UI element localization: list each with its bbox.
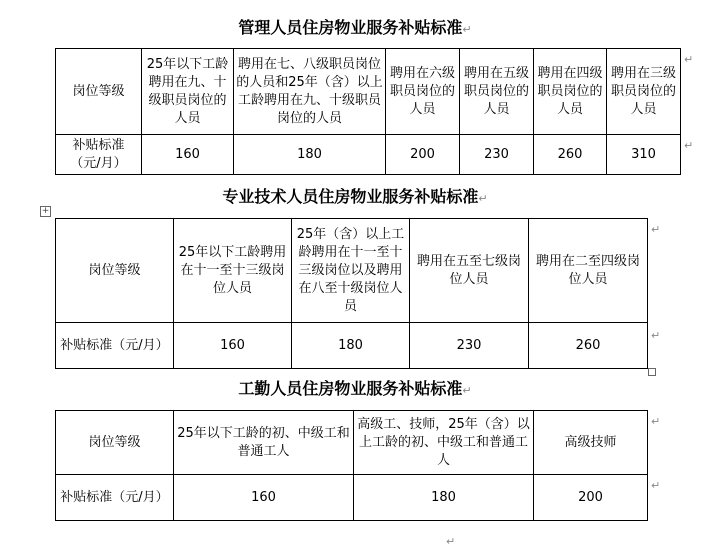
paragraph-mark: ↵ (446, 535, 456, 548)
subsidy-value: 160 (142, 135, 234, 175)
paragraph-mark: ↵ (651, 329, 661, 342)
subsidy-value: 260 (529, 323, 648, 369)
row-label: 补贴标准（元/月） (56, 475, 174, 521)
table-resize-handle[interactable] (648, 368, 656, 376)
table-3-title: 工勤人员住房物业服务补贴标准↵ (238, 379, 472, 398)
subsidy-value: 200 (534, 475, 648, 521)
table-move-handle-icon[interactable]: + (41, 206, 50, 216)
column-header: 25年以下工龄聘用在九、十级职员岗位的人员 (142, 49, 234, 135)
table-1-title: 管理人员住房物业服务补贴标准↵ (238, 18, 472, 37)
column-header: 高级技师 (534, 411, 648, 475)
subsidy-value: 200 (386, 135, 460, 175)
header-label: 岗位等级 (56, 219, 174, 323)
column-header: 聘用在五至七级岗位人员 (410, 219, 529, 323)
subsidy-value: 230 (460, 135, 534, 175)
subsidy-value: 180 (354, 475, 534, 521)
subsidy-value: 260 (534, 135, 607, 175)
management-subsidy-table (55, 48, 681, 175)
row-label: 补贴标准（元/月） (56, 135, 142, 175)
paragraph-mark: ↵ (684, 53, 694, 66)
header-label: 岗位等级 (56, 49, 142, 135)
column-header: 聘用在三级职员岗位的人员 (607, 49, 681, 135)
subsidy-value: 160 (174, 475, 354, 521)
column-header: 聘用在七、八级职员岗位的人员和25年（含）以上工龄聘用在九、十级职员岗位的人员 (234, 49, 386, 135)
paragraph-mark: ↵ (684, 139, 694, 152)
column-header: 聘用在六级职员岗位的人员 (386, 49, 460, 135)
paragraph-mark: ↵ (651, 415, 661, 428)
technical-subsidy-table (55, 218, 648, 369)
column-header: 聘用在五级职员岗位的人员 (460, 49, 534, 135)
column-header: 聘用在二至四级岗位人员 (529, 219, 648, 323)
column-header: 25年（含）以上工龄聘用在十一至十三级岗位以及聘用在八至十级岗位人员 (292, 219, 410, 323)
header-label: 岗位等级 (56, 411, 174, 475)
row-label: 补贴标准（元/月） (56, 323, 174, 369)
subsidy-value: 180 (292, 323, 410, 369)
column-header: 聘用在四级职员岗位的人员 (534, 49, 607, 135)
subsidy-value: 230 (410, 323, 529, 369)
table-2-title: 专业技术人员住房物业服务补贴标准↵ (222, 187, 488, 206)
paragraph-mark: ↵ (651, 479, 661, 492)
paragraph-mark: ↵ (651, 223, 661, 236)
column-header: 高级工、技师，25年（含）以上工龄的初、中级工和普通工人 (354, 411, 534, 475)
subsidy-value: 180 (234, 135, 386, 175)
column-header: 25年以下工龄聘用在十一至十三级岗位人员 (174, 219, 292, 323)
subsidy-value: 160 (174, 323, 292, 369)
worker-subsidy-table (55, 410, 648, 521)
column-header: 25年以下工龄的初、中级工和普通工人 (174, 411, 354, 475)
subsidy-value: 310 (607, 135, 681, 175)
